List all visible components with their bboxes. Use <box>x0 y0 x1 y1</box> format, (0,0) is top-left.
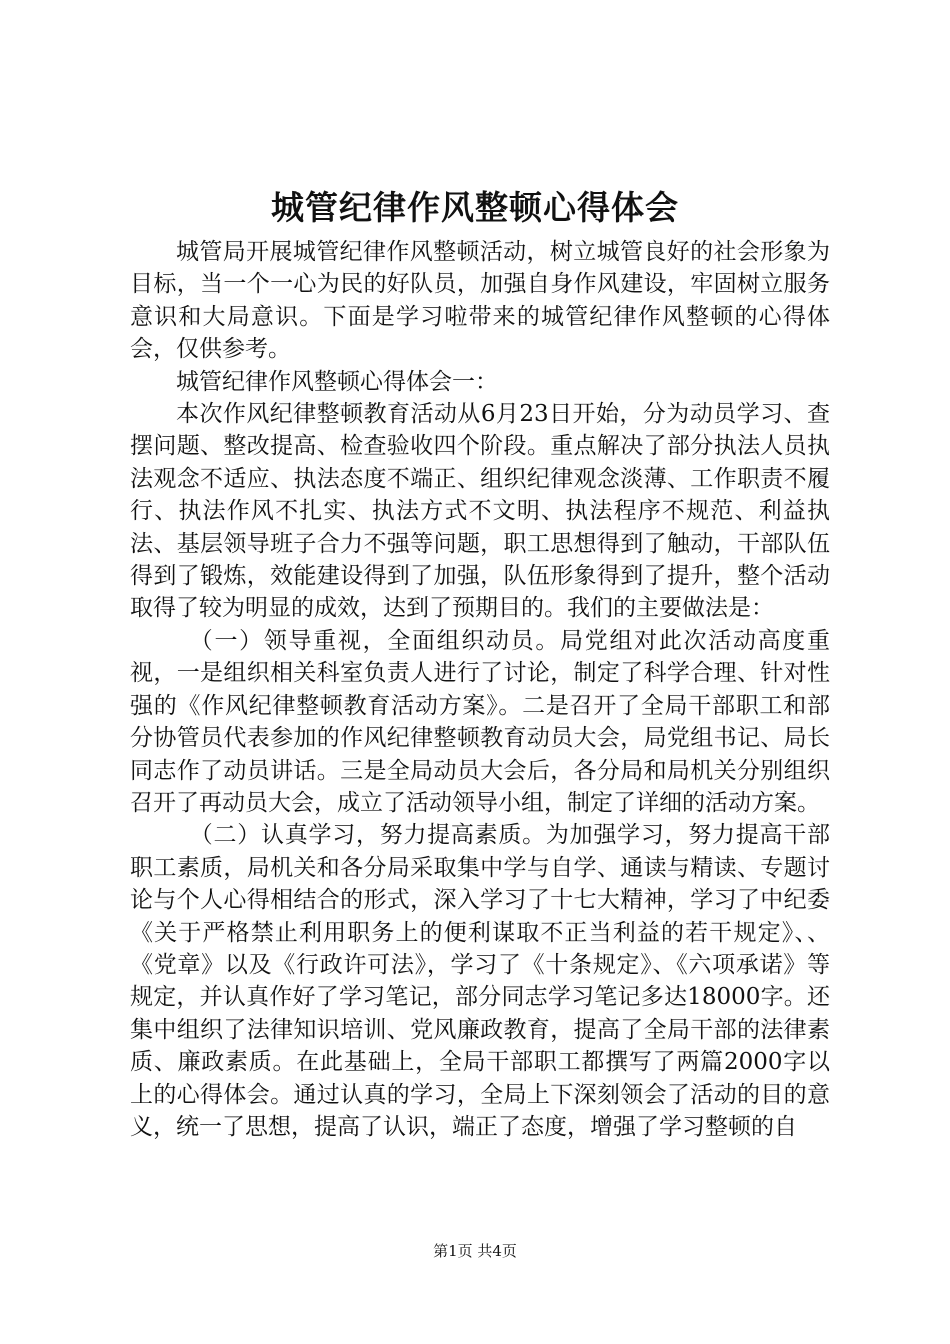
document-title: 城管纪律作风整顿心得体会 <box>271 188 679 227</box>
intro-paragraph: 城管局开展城管纪律作风整顿活动，树立城管良好的社会形象为目标，当一个一心为民的好队员，加强自身作风建设，牢固树立服务意识和大局意识。下面是学习啦带来的城管纪律作风整顿的心得体会，仅供参考。 <box>130 239 830 363</box>
page-number-footer: 第1页 共4页 <box>433 1242 517 1260</box>
body-paragraph-point-1: （一）领导重视，全面组织动员。局党组对此次活动高度重视，一是组织相关科室负责人进行了讨论，制定了科学合理、针对性强的《作风纪律整顿教育活动方案》。二是召开了全局干部职工和部分协管员代表参加的作风纪律整顿教育动员大会，局党组书记、局长同志作了动员讲话。三是全局动员大会后，各分局和局机关分别组织召开了再动员大会，成立了活动领导小组，制定了详细的活动方案。 <box>130 627 830 816</box>
section-heading: 城管纪律作风整顿心得体会一： <box>176 368 498 395</box>
body-paragraph: 本次作风纪律整顿教育活动从6月23日开始，分为动员学习、查摆问题、整改提高、检查验收四个阶段。重点解决了部分执法人员执法观念不适应、执法态度不端正、组织纪律观念淡薄、工作职责不履行、执法作风不扎实、执法方式不文明、执法程序不规范、利益执法、基层领导班子合力不强等问题，职工思想得到了触动，干部队伍得到了锻炼，效能建设得到了加强，队伍形象得到了提升，整个活动取得了较为明显的成效，达到了预期目的。我们的主要做法是： <box>130 401 830 622</box>
document-body <box>130 236 830 1143</box>
body-paragraph-point-2: （二）认真学习，努力提高素质。为加强学习，努力提高干部职工素质，局机关和各分局采取集中学与自学、通读与精读、专题讨论与个人心得相结合的形式，深入学习了十七大精神，学习了中纪委《关于严格禁止利用职务上的便利谋取不正当利益的若干规定》、、《党章》以及《行政许可法》，学习了《十条规定》、《六项承诺》等规定，并认真作好了学习笔记，部分同志学习笔记多达18000字。还集中组织了法律知识培训、党风廉政教育，提高了全局干部的法律素质、廉政素质。在此基础上，全局干部职工都撰写了两篇2000字以上的心得体会。通过认真的学习，全局上下深刻领会了活动的目的意义，统一了思想，提高了认识，端正了态度，增强了学习整顿的自 <box>130 822 830 1140</box>
